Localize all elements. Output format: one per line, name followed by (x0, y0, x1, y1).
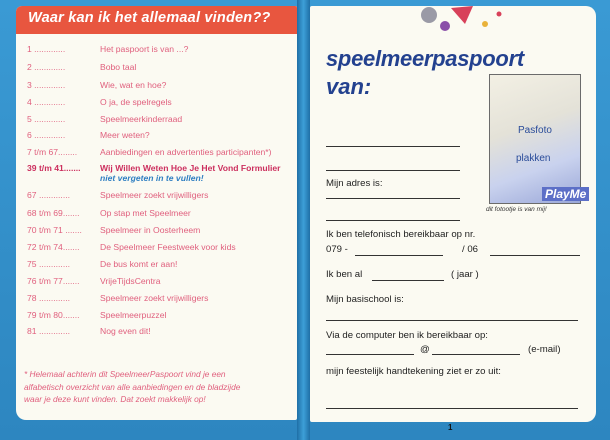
photo-logo: PlayMe (542, 187, 589, 201)
toc-page-number: 75 ............. (27, 259, 70, 269)
email-suffix: (e-mail) (528, 344, 561, 355)
toc-reminder: niet vergeten in te vullen! (100, 173, 204, 183)
toc-page-number: 1 ............. (27, 44, 66, 54)
toc-entry: Speelmeerpuzzel (100, 310, 167, 320)
toc-page-number: 79 t/m 80....... (27, 310, 80, 320)
mobile-line[interactable] (490, 255, 580, 256)
toc-row (27, 62, 295, 77)
age-label: Ik ben al (326, 269, 363, 280)
page-number: 1 (448, 423, 453, 432)
booklet-spine (297, 0, 310, 440)
phone-line[interactable] (355, 255, 443, 256)
toc-entry: De bus komt er aan! (100, 259, 178, 269)
toc-entry: Speelmeer in Oosterheem (100, 225, 201, 235)
computer-label: Via de computer ben ik bereikbaar op: (326, 330, 488, 341)
at-sign: @ (420, 344, 430, 355)
toc-row (27, 190, 295, 205)
toc-entry: Speelmeerkinderraad (100, 114, 183, 124)
phone-prefix: 079 - (326, 244, 348, 255)
signature-line[interactable] (326, 408, 578, 409)
toc-row (27, 310, 295, 325)
toc-page-number: 72 t/m 74....... (27, 242, 80, 252)
toc-entry: O ja, de spelregels (100, 97, 172, 107)
toc-row (27, 97, 295, 112)
mobile-prefix: / 06 (462, 244, 479, 255)
toc-row (27, 80, 295, 95)
decorative-shapes-icon (415, 2, 505, 36)
age-unit: ( jaar ) (451, 269, 479, 280)
toc-row (27, 114, 295, 129)
photo-caption: dit fotootje is van mij! (486, 206, 547, 213)
footnote-line: alfabetisch overzicht van alle aanbiedingen en de bladzijde (24, 382, 241, 392)
email-user-line[interactable] (326, 354, 414, 355)
toc-page-number: 81 ............. (27, 326, 70, 336)
toc-page-number: 5 ............. (27, 114, 66, 124)
toc-row (27, 225, 295, 240)
toc-entry: De Speelmeer Feestweek voor kids (100, 242, 236, 252)
toc-page-number: 70 t/m 71 ....... (27, 225, 82, 235)
footnote-line: waar je deze kunt vinden. Dat zoekt makkelijk op! (24, 394, 206, 404)
name-line[interactable] (326, 170, 460, 171)
school-label: Mijn basischool is: (326, 294, 404, 305)
toc-entry: Wij Willen Weten Hoe Je Het Vond Formulier (100, 163, 281, 173)
toc-row (27, 208, 295, 223)
toc-entry: Op stap met Speelmeer (100, 208, 191, 218)
toc-row (27, 293, 295, 308)
toc-page-number: 7 t/m 67........ (27, 147, 78, 157)
toc-page-number: 78 ............. (27, 293, 70, 303)
toc-entry: Meer weten? (100, 130, 150, 140)
toc-row (27, 44, 295, 59)
toc-entry: Speelmeer zoekt vrijwilligers (100, 293, 209, 303)
toc-row (27, 326, 295, 341)
signature-label: mijn feestelijk handtekening ziet er zo uit: (326, 366, 501, 377)
passport-title-van: van: (326, 74, 372, 99)
photo-label: Pasfoto (518, 125, 552, 136)
toc-page-number: 76 t/m 77....... (27, 276, 80, 286)
name-line[interactable] (326, 146, 460, 147)
toc-page-number: 68 t/m 69....... (27, 208, 80, 218)
phone-label: Ik ben telefonisch bereikbaar op nr. (326, 229, 476, 240)
toc-page-number: 39 t/m 41....... (27, 163, 81, 173)
toc-page-number: 3 ............. (27, 80, 66, 90)
address-line[interactable] (326, 220, 460, 221)
toc-entry: Nog even dit! (100, 326, 151, 336)
photo-label: plakken (516, 153, 551, 164)
footnote-line: * Helemaal achterin dit SpeelmeerPaspoort vind je een (24, 369, 226, 379)
age-line[interactable] (372, 280, 444, 281)
toc-page-number: 67 ............. (27, 190, 70, 200)
toc-entry: Speelmeer zoekt vrijwilligers (100, 190, 209, 200)
toc-entry: Aanbiedingen en advertenties participanten*) (100, 147, 272, 157)
toc-row (27, 242, 295, 257)
toc-page-number: 4 ............. (27, 97, 66, 107)
toc-entry: Bobo taal (100, 62, 137, 72)
toc-entry: Het paspoort is van ...? (100, 44, 189, 54)
photo-box (489, 74, 587, 204)
toc-entry: VrijeTijdsCentra (100, 276, 161, 286)
toc-row (27, 147, 295, 162)
toc-entry: Wie, wat en hoe? (100, 80, 167, 90)
address-label: Mijn adres is: (326, 178, 383, 189)
school-line[interactable] (326, 320, 578, 321)
email-domain-line[interactable] (432, 354, 520, 355)
toc-title: Waar kan ik het allemaal vinden?? (28, 10, 271, 26)
passport-title: speelmeerpaspoort (326, 46, 524, 71)
toc-row (27, 130, 295, 145)
address-line[interactable] (326, 198, 460, 199)
toc-page-number: 2 ............. (27, 62, 66, 72)
toc-row (27, 259, 295, 274)
toc-row (27, 276, 295, 291)
toc-page-number: 6 ............. (27, 130, 66, 140)
